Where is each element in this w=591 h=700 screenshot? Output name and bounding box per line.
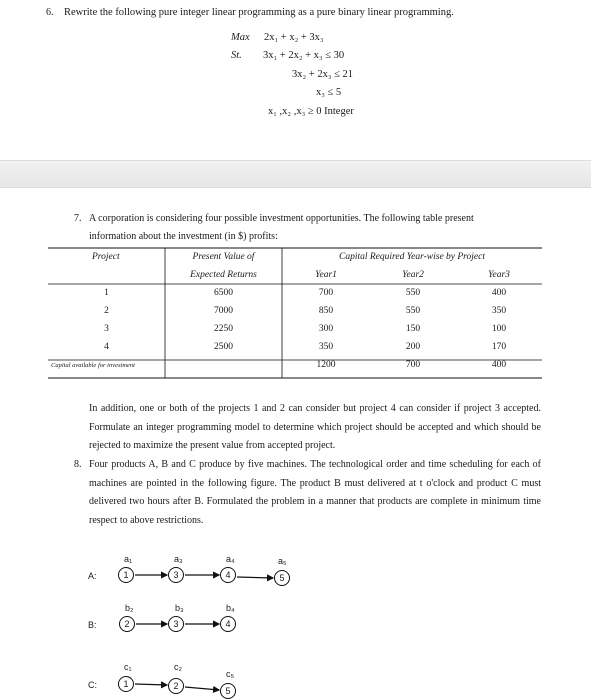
cell-year1: 850 [318, 306, 334, 316]
header-pv-line2: Expected Returns [190, 270, 257, 280]
machine-label: a₃ [174, 554, 183, 564]
q6-st-label: St. [231, 50, 242, 61]
q6-constraint-4: x₁ ,x₂ ,x₃ ≥ 0 Integer [268, 106, 354, 117]
cell-year3: 170 [491, 342, 507, 352]
investment-table [48, 248, 542, 374]
machine-label: b₃ [175, 603, 184, 613]
machine-node: 5 [220, 683, 236, 699]
cell-year1: 350 [318, 342, 334, 352]
cell-project: 3 [104, 324, 109, 334]
machine-node: 2 [168, 678, 184, 694]
machine-node: 3 [168, 616, 184, 632]
capital-year1: 1200 [316, 360, 336, 370]
table-row [48, 284, 542, 302]
capital-year2: 700 [405, 360, 421, 370]
header-year2: Year2 [402, 270, 424, 280]
cell-project: 2 [104, 306, 109, 316]
cell-year2: 550 [405, 288, 421, 298]
q8-text: Four products A, B and C produce by five machines. The technological order and time scheduling for each of machines are pointed in the following figure. The product B must delivered at t o'clock and product C must delivered two hours after B. Formulated the problem in a manner that products are complete in minimum time respect to above restrictions. [89, 459, 541, 526]
capital-label: Capital available for investment [51, 361, 135, 369]
machine-node: 4 [220, 567, 236, 583]
header-capital: Capital Required Year-wise by Project [339, 252, 485, 262]
machine-label: a₄ [226, 554, 235, 564]
cell-pv: 7000 [214, 306, 233, 316]
cell-pv: 2250 [214, 324, 233, 334]
machine-label: b₂ [125, 603, 134, 613]
q7-intro-line1: A corporation is considering four possible investment opportunities. The following table present [89, 213, 474, 224]
q6-objective: 2x₁ + x₂ + 3x₃ [264, 32, 324, 43]
arrow-a-3 [237, 577, 273, 578]
table-row [48, 320, 542, 338]
q7-intro-line2: information about the investment (in $) profits: [89, 231, 278, 242]
machine-node: 5 [274, 570, 290, 586]
table-row [48, 302, 542, 320]
product-c-label: C: [88, 680, 97, 690]
capital-year3: 400 [491, 360, 507, 370]
header-year1: Year1 [315, 270, 337, 280]
cell-pv: 6500 [214, 288, 233, 298]
product-b-label: B: [88, 620, 97, 630]
capital-available-row [48, 356, 542, 374]
machine-node: 1 [118, 676, 134, 692]
machine-label: a₁ [124, 554, 133, 564]
machine-node: 1 [118, 567, 134, 583]
cell-year2: 550 [405, 306, 421, 316]
q7-paragraph: In addition, one or both of the projects 1 and 2 can consider but project 4 can consider if project 3 accepted. Formulate an integer programming model to determine which project should be accepted and which should be rejected to maximize the present value from accepted project. [89, 403, 541, 451]
cell-project: 1 [104, 288, 109, 298]
q6-constraint-3: x₃ ≤ 5 [316, 87, 342, 98]
table-header-row-2 [48, 266, 542, 284]
header-year3: Year3 [488, 270, 510, 280]
machine-label: a₅ [278, 556, 287, 566]
cell-year2: 200 [405, 342, 421, 352]
cell-pv: 2500 [214, 342, 233, 352]
cell-project: 4 [104, 342, 109, 352]
cell-year1: 300 [318, 324, 334, 334]
q6-max-label: Max [231, 32, 250, 43]
q8-number: 8. [74, 459, 82, 470]
machine-label: c₅ [226, 669, 235, 679]
table-header-row-1 [48, 248, 542, 266]
cell-year1: 700 [318, 288, 334, 298]
header-pv-line1: Present Value of [192, 252, 255, 262]
machine-label: b₄ [226, 603, 235, 613]
cell-year3: 100 [491, 324, 507, 334]
cell-year2: 150 [405, 324, 421, 334]
machine-node: 3 [168, 567, 184, 583]
q6-number: 6. [46, 7, 54, 18]
flow-arrows [0, 540, 591, 700]
machine-node: 4 [220, 616, 236, 632]
q6-constraint-1: 3x₁ + 2x₂ + x₃ ≤ 30 [263, 50, 345, 61]
arrow-c-1 [135, 684, 167, 685]
product-a-label: A: [88, 571, 97, 581]
q6-text: Rewrite the following pure integer linear programming as a pure binary linear programming. [64, 7, 454, 18]
q7-number: 7. [74, 213, 82, 224]
q6-constraint-2: 3x₂ + 2x₃ ≤ 21 [292, 69, 354, 80]
table-row [48, 338, 542, 356]
machine-node: 2 [119, 616, 135, 632]
machine-label: c₂ [174, 662, 182, 672]
cell-year3: 350 [491, 306, 507, 316]
header-project: Project [92, 252, 120, 262]
arrow-c-2 [185, 687, 219, 690]
machine-label: c₁ [124, 662, 132, 672]
cell-year3: 400 [491, 288, 507, 298]
